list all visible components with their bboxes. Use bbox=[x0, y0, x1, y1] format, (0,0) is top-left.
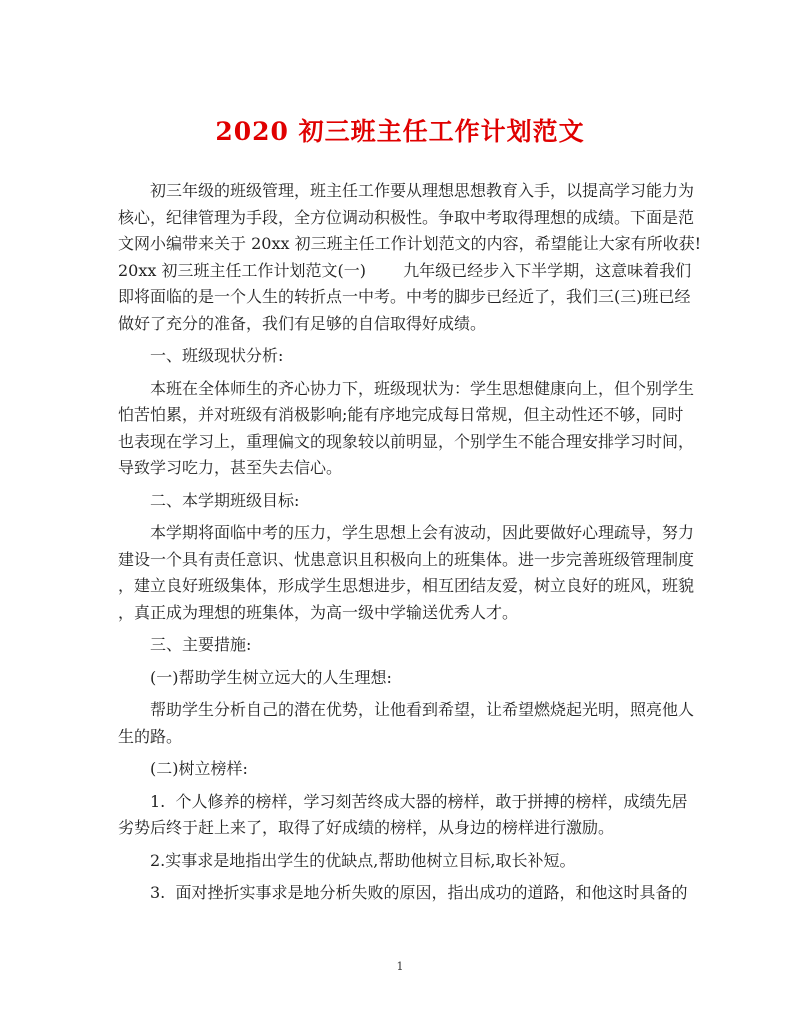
text-line: 文网小编带来关于 20xx 初三班主任工作计划范文的内容，希望能让大家有所收获! bbox=[118, 234, 702, 253]
text-line: (一)帮助学生树立远大的人生理想: bbox=[118, 667, 392, 687]
text-line: (二)树立榜样: bbox=[118, 759, 248, 778]
page-number: 1 bbox=[396, 960, 404, 973]
text-line: 导致学习吃力，甚至失去信心。 bbox=[118, 458, 343, 477]
text-line: 20xx 初三班主任工作计划范文(一) 九年级已经步入下半学期，这意味着我们 bbox=[118, 260, 692, 280]
document-body bbox=[118, 178, 702, 907]
text-line: 建设一个具有责任意识、忧患意识且积极向上的班集体。进一步完善班级管理制度 bbox=[118, 549, 695, 569]
text-line: 怕苦怕累，并对班级有消极影响;能有序地完成每日常规，但主动性还不够，同时 bbox=[118, 405, 684, 424]
text-line: 帮助学生分析自己的潜在优势，让他看到希望，让希望燃烧起光明，照亮他人 bbox=[118, 700, 695, 719]
text-line: 本学期将面临中考的压力，学生思想上会有波动，因此要做好心理疏导，努力 bbox=[118, 523, 695, 542]
text-line: 本班在全体师生的齐心协力下，班级现状为：学生思想健康向上，但个别学生 bbox=[118, 378, 695, 398]
text-line: 3. 面对挫折实事求是地分析失败的原因，指出成功的道路，和他这时具备的 bbox=[118, 883, 688, 902]
text-line: 劣势后终于赶上来了，取得了好成绩的榜样，从身边的榜样进行激励。 bbox=[118, 818, 615, 837]
text-line: 初三年级的班级管理，班主任工作要从理想思想教育入手，以提高学习能力为 bbox=[118, 181, 695, 200]
text-line: 一、班级现状分析: bbox=[118, 346, 284, 365]
text-line: 2.实事求是地指出学生的优缺点,帮助他树立目标,取长补短。 bbox=[118, 850, 576, 870]
text-line: ，真正成为理想的班集体，为高一级中学输送优秀人才。 bbox=[118, 602, 519, 622]
text-line: 生的路。 bbox=[118, 726, 183, 746]
text-line: 二、本学期班级目标: bbox=[118, 490, 300, 510]
text-line: 也表现在学习上，重理偏文的现象较以前明显，个别学生不能合理安排学习时间， bbox=[118, 431, 695, 451]
text-line: 三、主要措施: bbox=[118, 635, 252, 654]
text-line: 1. 个人修养的榜样，学习刻苦终成大器的榜样，敢于拼搏的榜样，成绩先居 bbox=[118, 791, 688, 811]
text-line: 做好了充分的准备，我们有足够的自信取得好成绩。 bbox=[118, 313, 487, 333]
document-title: 2020 初三班主任工作计划范文 bbox=[215, 117, 585, 146]
text-line: 核心，纪律管理为手段，全方位调动积极性。争取中考取得理想的成绩。下面是范 bbox=[118, 207, 695, 227]
text-line: 即将面临的是一个人生的转折点一中考。中考的脚步已经近了，我们三(三)班已经 bbox=[118, 287, 691, 306]
text-line: ，建立良好班级集体，形成学生思想进步，相互团结友爱，树立良好的班风，班貌 bbox=[118, 576, 695, 595]
